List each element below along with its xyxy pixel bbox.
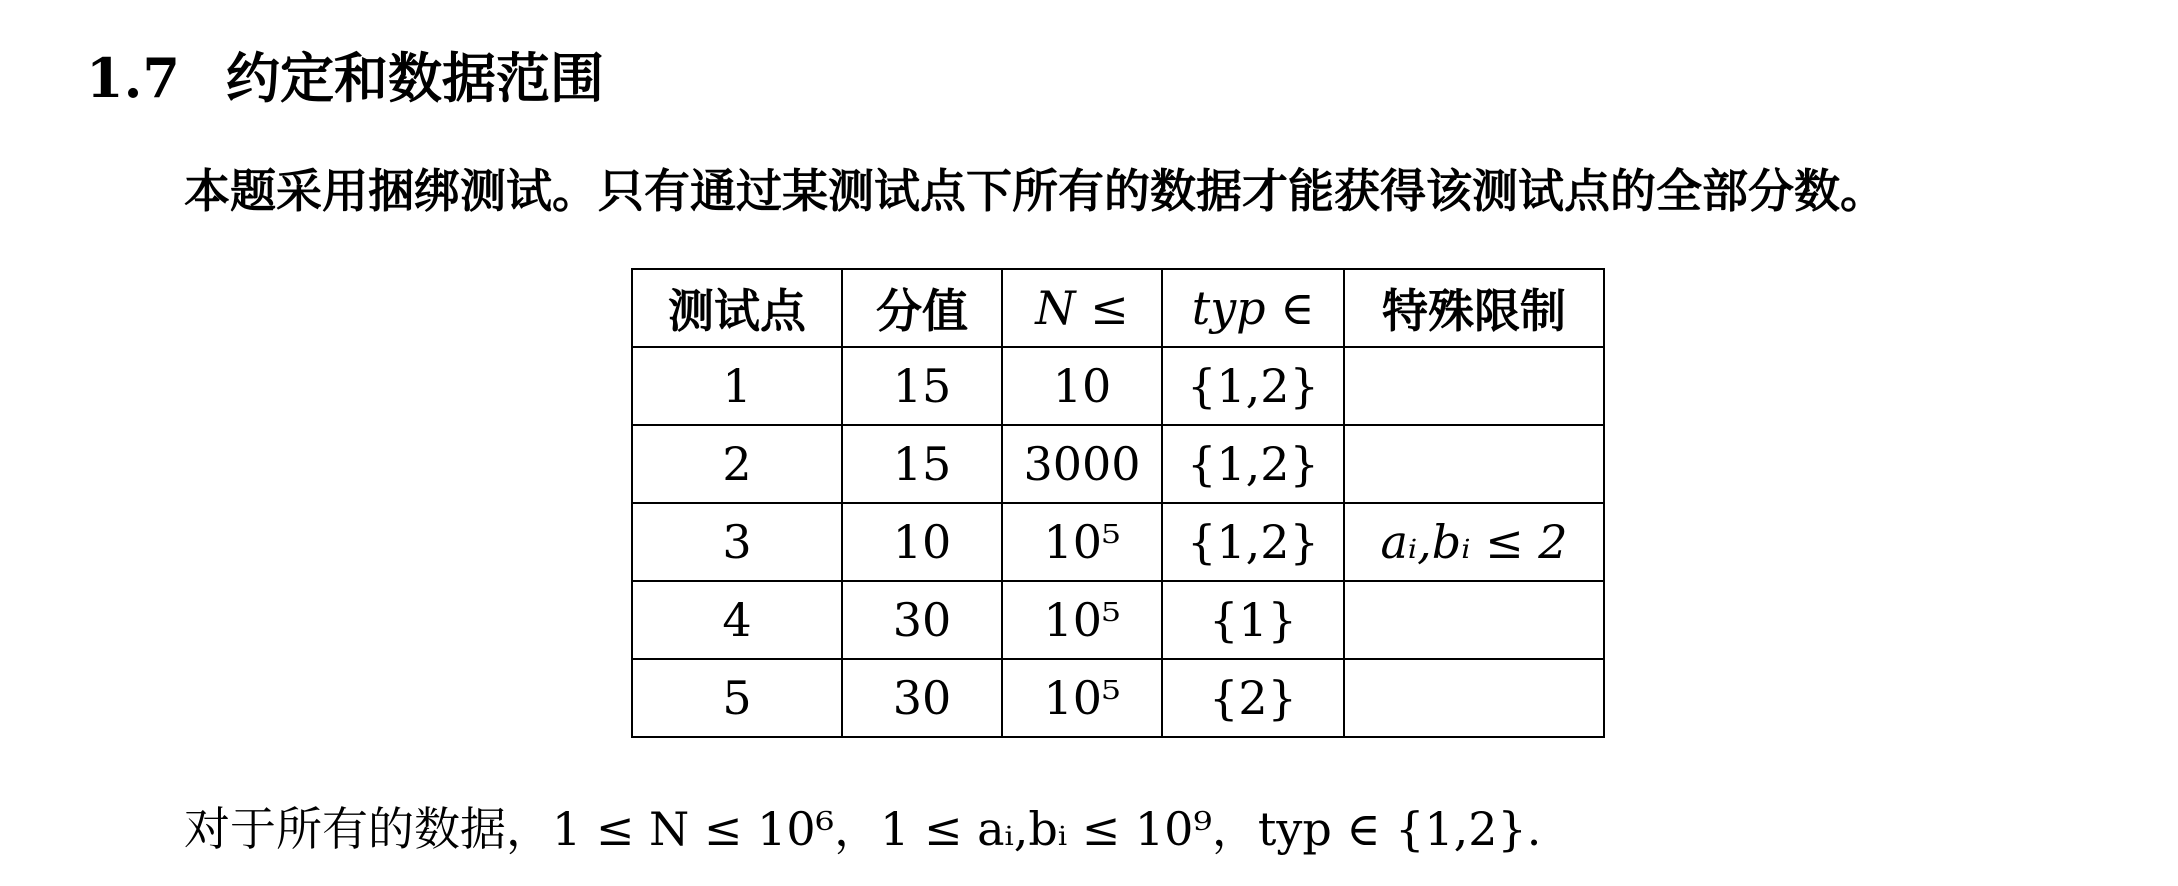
header-n-limit: N ≤ <box>1002 269 1162 347</box>
cell-special <box>1344 425 1604 503</box>
cell-testpoint: 1 <box>632 347 842 425</box>
cell-typ: {1,2} <box>1162 425 1344 503</box>
constraints-footer: 对于所有的数据，1 ≤ N ≤ 10⁶，1 ≤ aᵢ,bᵢ ≤ 10⁹，typ ∈ {1,2}. <box>184 802 1542 856</box>
cell-typ: {1,2} <box>1162 347 1344 425</box>
table-row <box>632 425 1604 503</box>
cell-testpoint: 3 <box>632 503 842 581</box>
cell-n-limit: 10⁵ <box>1002 659 1162 737</box>
cell-typ: {1,2} <box>1162 503 1344 581</box>
subtask-table <box>631 268 1605 738</box>
intro-paragraph: 本题采用捆绑测试。只有通过某测试点下所有的数据才能获得该测试点的全部分数。 <box>184 164 1886 218</box>
section-number: 1.7 <box>86 46 180 110</box>
header-typ: typ ∈ <box>1162 269 1344 347</box>
cell-special: aᵢ,bᵢ ≤ 2 <box>1344 503 1604 581</box>
cell-special <box>1344 347 1604 425</box>
cell-testpoint: 5 <box>632 659 842 737</box>
cell-score: 15 <box>842 425 1002 503</box>
cell-special <box>1344 581 1604 659</box>
cell-typ: {1} <box>1162 581 1344 659</box>
section-heading <box>86 38 604 118</box>
table-header-row <box>632 269 1604 347</box>
cell-special <box>1344 659 1604 737</box>
cell-n-limit: 10 <box>1002 347 1162 425</box>
cell-n-limit: 10⁵ <box>1002 503 1162 581</box>
table-row <box>632 347 1604 425</box>
header-special: 特殊限制 <box>1344 269 1604 347</box>
header-testpoint: 测试点 <box>632 269 842 347</box>
table-row <box>632 659 1604 737</box>
cell-score: 30 <box>842 659 1002 737</box>
header-score: 分值 <box>842 269 1002 347</box>
table-row <box>632 581 1604 659</box>
cell-n-limit: 10⁵ <box>1002 581 1162 659</box>
cell-n-limit: 3000 <box>1002 425 1162 503</box>
cell-testpoint: 2 <box>632 425 842 503</box>
cell-score: 15 <box>842 347 1002 425</box>
table-row <box>632 503 1604 581</box>
section-title: 约定和数据范围 <box>226 46 604 110</box>
cell-testpoint: 4 <box>632 581 842 659</box>
cell-typ: {2} <box>1162 659 1344 737</box>
cell-score: 30 <box>842 581 1002 659</box>
cell-score: 10 <box>842 503 1002 581</box>
